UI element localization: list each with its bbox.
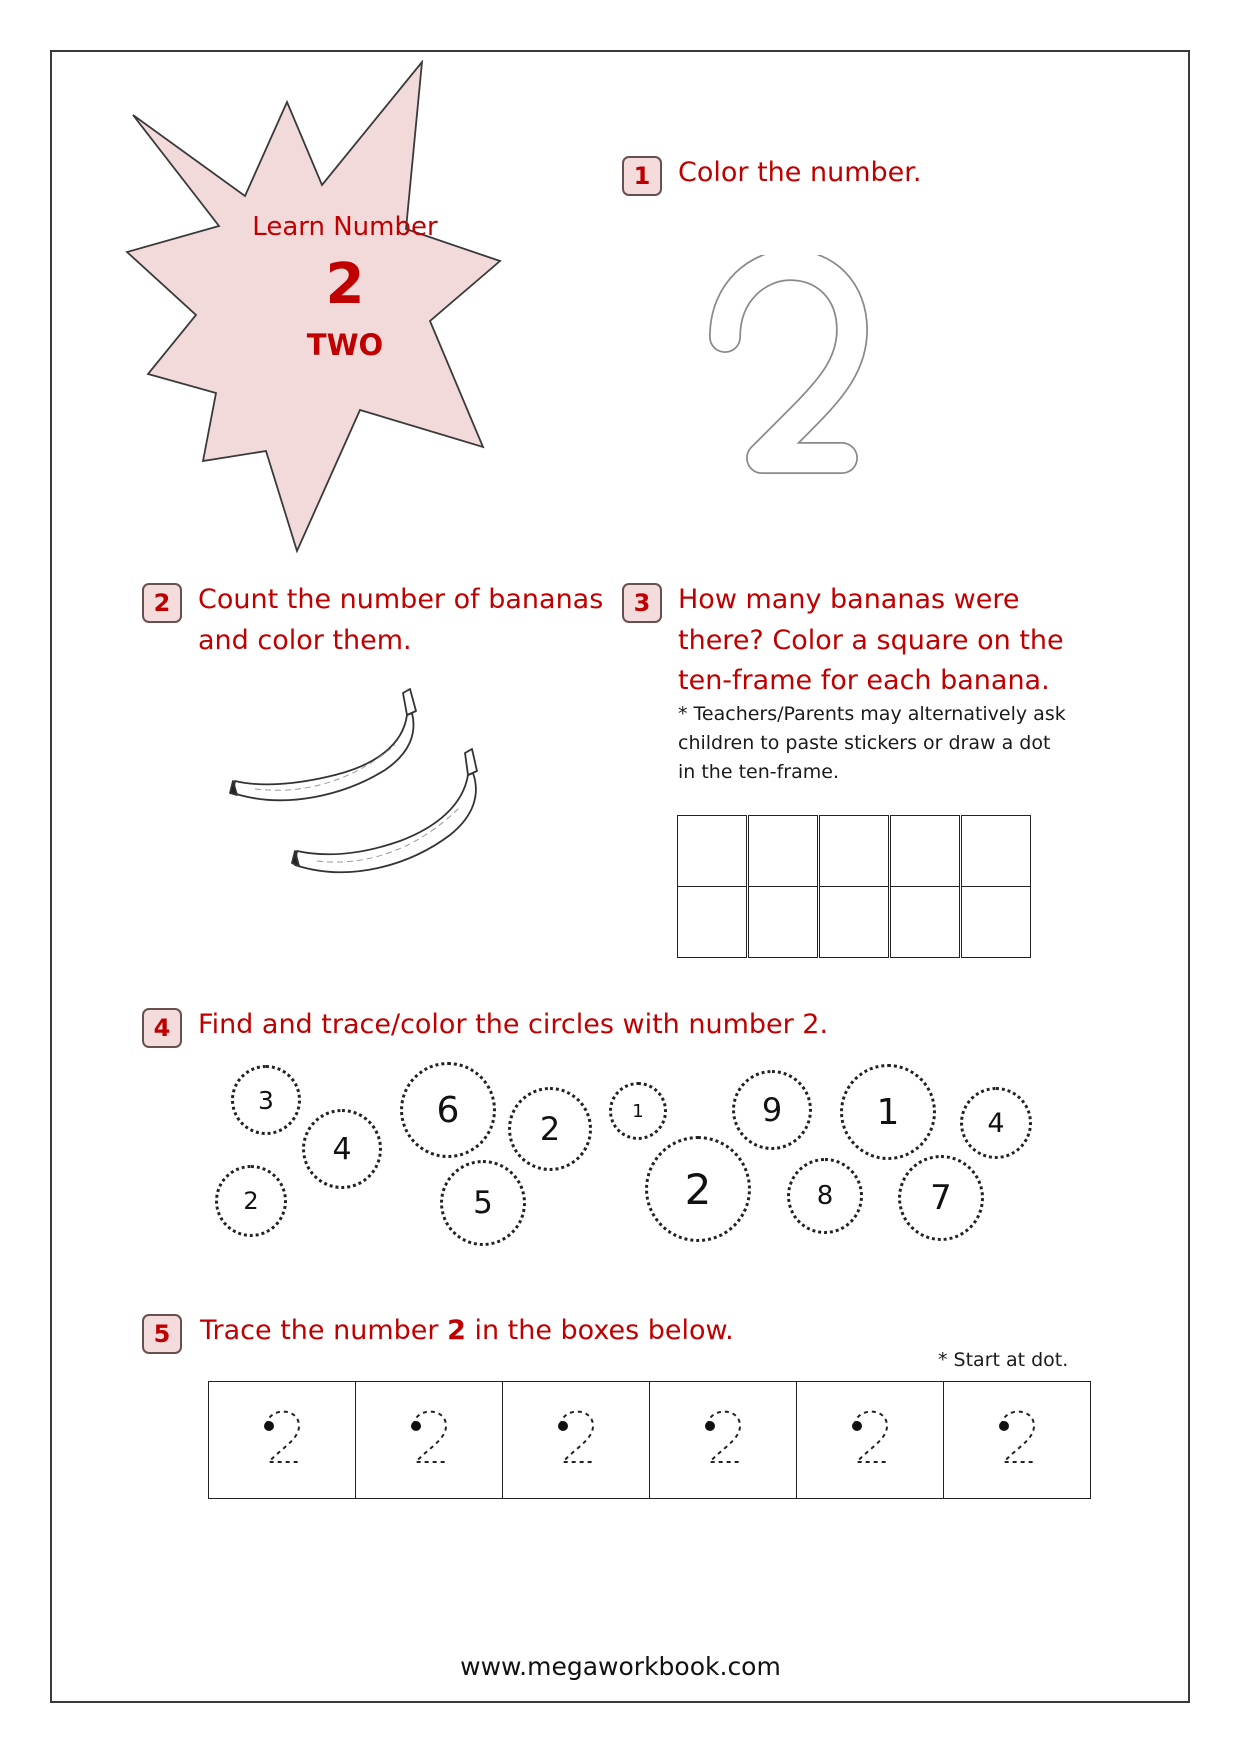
task-5-title-post: in the boxes below. bbox=[465, 1315, 734, 1346]
ten-frame-cell[interactable] bbox=[890, 815, 960, 887]
starburst-number: 2 bbox=[325, 252, 365, 317]
task-5-title-pre: Trace the number bbox=[200, 1315, 448, 1346]
task-3-badge: 3 bbox=[622, 583, 662, 623]
start-dot bbox=[558, 1421, 568, 1431]
trace-box[interactable] bbox=[796, 1381, 944, 1499]
task-3-title-line3: ten-frame for each banana. bbox=[678, 665, 1050, 696]
ten-frame-cell[interactable] bbox=[890, 886, 960, 958]
ten-frame bbox=[677, 815, 1032, 960]
task-5-title bbox=[200, 1310, 734, 1351]
ten-frame-cell[interactable] bbox=[677, 815, 747, 887]
task-5-note: * Start at dot. bbox=[938, 1349, 1069, 1371]
task-3-title-line1: How many bananas were bbox=[678, 584, 1020, 615]
number-circle[interactable]: 4 bbox=[960, 1087, 1032, 1159]
start-dot bbox=[411, 1421, 421, 1431]
trace-box[interactable] bbox=[208, 1381, 356, 1499]
dotted-number-2 bbox=[356, 1382, 501, 1497]
task-4-badge: 4 bbox=[142, 1008, 182, 1048]
number-circle[interactable]: 1 bbox=[609, 1082, 667, 1140]
number-circle[interactable]: 3 bbox=[231, 1065, 301, 1135]
task-3-note-line3: in the ten-frame. bbox=[678, 761, 839, 783]
task-3-note-line2: children to paste stickers or draw a dot bbox=[678, 732, 1051, 754]
start-dot bbox=[852, 1421, 862, 1431]
dotted-number-2 bbox=[944, 1382, 1089, 1497]
trace-box[interactable] bbox=[649, 1381, 797, 1499]
trace-box[interactable] bbox=[502, 1381, 650, 1499]
trace-box[interactable] bbox=[355, 1381, 503, 1499]
task-5-badge: 5 bbox=[142, 1314, 182, 1354]
task-2-title-line2: and color them. bbox=[198, 625, 412, 656]
trace-box[interactable] bbox=[943, 1381, 1091, 1499]
number-circle[interactable]: 2 bbox=[215, 1165, 287, 1237]
ten-frame-cell[interactable] bbox=[819, 815, 889, 887]
outline-number-2[interactable] bbox=[700, 255, 870, 485]
task-1-title: Color the number. bbox=[678, 157, 922, 188]
starburst-title: Learn Number bbox=[252, 212, 438, 242]
ten-frame-cell[interactable] bbox=[748, 886, 818, 958]
number-circle[interactable]: 6 bbox=[400, 1062, 496, 1158]
task-3-title-line2: there? Color a square on the bbox=[678, 625, 1064, 656]
task-2-badge: 2 bbox=[142, 583, 182, 623]
ten-frame-cell[interactable] bbox=[961, 886, 1031, 958]
dotted-number-2 bbox=[209, 1382, 354, 1497]
banana-icon-pair[interactable] bbox=[225, 685, 485, 895]
number-circle[interactable]: 2 bbox=[645, 1136, 751, 1242]
starburst-word: TWO bbox=[306, 328, 384, 362]
number-circle[interactable]: 7 bbox=[898, 1155, 984, 1241]
dotted-number-2 bbox=[650, 1382, 795, 1497]
number-circle[interactable]: 8 bbox=[787, 1158, 863, 1234]
task-1-badge: 1 bbox=[622, 156, 662, 196]
number-circle[interactable]: 1 bbox=[840, 1064, 936, 1160]
start-dot bbox=[705, 1421, 715, 1431]
task-5-title-number: 2 bbox=[447, 1315, 466, 1346]
number-circle[interactable]: 2 bbox=[508, 1087, 592, 1171]
task-2-title-line1: Count the number of bananas bbox=[198, 584, 604, 615]
dotted-number-2 bbox=[797, 1382, 942, 1497]
banana-icon[interactable] bbox=[233, 713, 414, 800]
ten-frame-cell[interactable] bbox=[748, 815, 818, 887]
number-circle[interactable]: 4 bbox=[302, 1109, 382, 1189]
start-dot bbox=[999, 1421, 1009, 1431]
ten-frame-cell[interactable] bbox=[819, 886, 889, 958]
ten-frame-cell[interactable] bbox=[677, 886, 747, 958]
number-circle[interactable]: 5 bbox=[440, 1160, 526, 1246]
task-4-title: Find and trace/color the circles with number 2. bbox=[198, 1009, 829, 1040]
footer-url[interactable]: www.megaworkbook.com bbox=[460, 1652, 781, 1681]
task-3-note-line1: * Teachers/Parents may alternatively ask bbox=[678, 703, 1066, 725]
ten-frame-cell[interactable] bbox=[961, 815, 1031, 887]
number-circle[interactable]: 9 bbox=[732, 1070, 812, 1150]
dotted-number-2 bbox=[503, 1382, 648, 1497]
start-dot bbox=[264, 1421, 274, 1431]
